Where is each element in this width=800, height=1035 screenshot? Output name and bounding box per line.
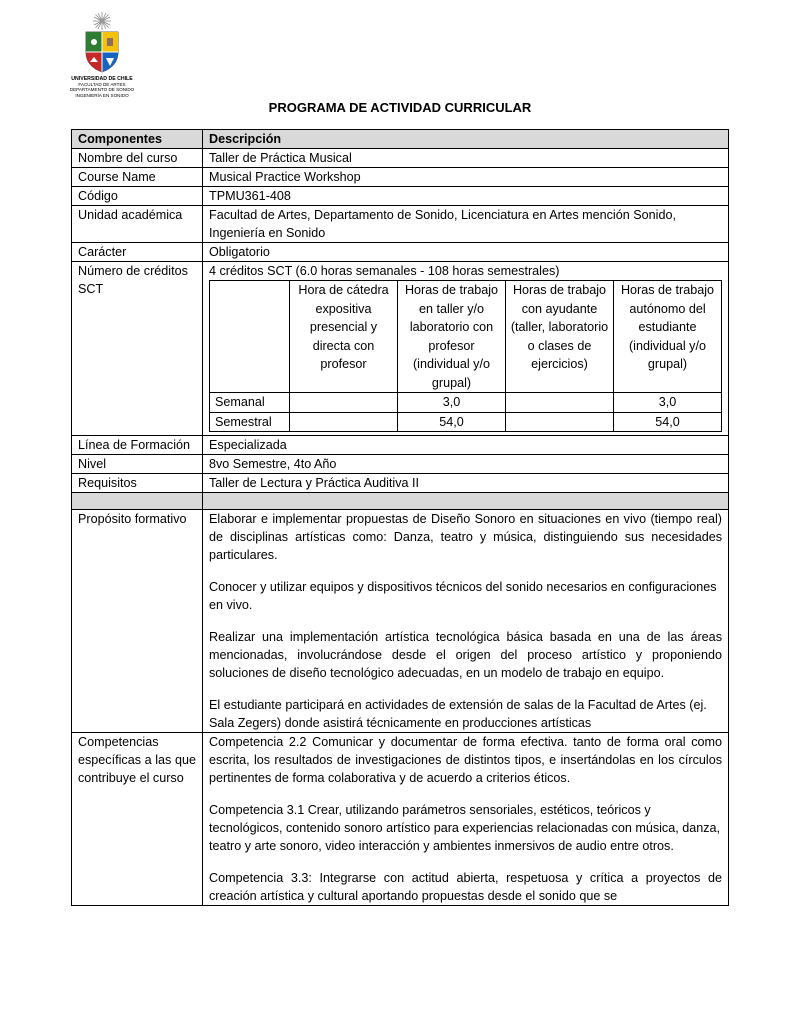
- curriculum-table: [71, 129, 729, 906]
- row-label: Competencias específicas a las que contribuye el curso: [72, 733, 203, 906]
- table-row: [72, 474, 729, 493]
- document-title: PROGRAMA DE ACTIVIDAD CURRICULAR: [268, 100, 532, 115]
- purpose-cell: [203, 510, 729, 733]
- table-row: [72, 733, 729, 906]
- table-row: [72, 206, 729, 243]
- row-label: Course Name: [72, 168, 203, 187]
- row-label: Carácter: [72, 243, 203, 262]
- hours-cell: [506, 393, 614, 413]
- table-row: [72, 510, 729, 733]
- table-row: [72, 262, 729, 436]
- character-value: Obligatorio: [203, 243, 729, 262]
- separator-row: [72, 493, 729, 510]
- requirements-value: Taller de Lectura y Práctica Auditiva II: [203, 474, 729, 493]
- course-name-value: Taller de Práctica Musical: [203, 149, 729, 168]
- level-value: 8vo Semestre, 4to Año: [203, 455, 729, 474]
- table-row: [72, 168, 729, 187]
- table-header-row: [72, 130, 729, 149]
- training-line-value: Especializada: [203, 436, 729, 455]
- credits-value: 4 créditos SCT (6.0 horas semanales - 108 horas semestrales): [209, 264, 560, 278]
- row-label: Nombre del curso: [72, 149, 203, 168]
- row-label: Número de créditos SCT: [72, 262, 203, 436]
- hours-cell: 3,0: [614, 393, 722, 413]
- header-description: Descripción: [203, 130, 729, 149]
- separator-cell: [72, 493, 203, 510]
- competency-paragraph: Competencia 2.2 Comunicar y documentar de forma efectiva. tanto de forma oral como escrita, los resultados de investigaciones de distintos tipos, e insertándolas en los círculos pertinentes de forma colaborativa y de acuerdo a criterios éticos.: [209, 735, 722, 785]
- logo-university-name: UNIVERSIDAD DE CHILE: [71, 76, 133, 82]
- table-row: [72, 436, 729, 455]
- row-label: Código: [72, 187, 203, 206]
- hours-row-label: Semanal: [210, 393, 290, 413]
- table-row: [72, 187, 729, 206]
- table-row: [72, 149, 729, 168]
- separator-cell: [203, 493, 729, 510]
- logo-department: DEPARTAMENTO DE SONIDO: [69, 87, 135, 93]
- competency-paragraph: Competencia 3.3: Integrarse con actitud abierta, respetuosa y crítica a proyectos de creación artística y cultural aportando propuestas desde el sonido que se: [209, 871, 722, 903]
- header-components: Componentes: [72, 130, 203, 149]
- purpose-paragraph: El estudiante participará en actividades de extensión de salas de la Facultad de Artes (ej. Sala Zegers) donde asistirá técnicamente en producciones artísticas: [209, 698, 707, 730]
- table-row: [72, 455, 729, 474]
- table-row: [72, 243, 729, 262]
- hours-table: [209, 280, 722, 432]
- purpose-paragraph: Realizar una implementación artística tecnológica básica basada en una de las áreas mencionadas, involucrándose desde el origen del proceso artístico y proponiendo soluciones de diseño tecnológico adecuadas, en un modelo de trabajo en equipo.: [209, 630, 722, 680]
- hours-header: Horas de trabajo con ayudante (taller, laboratorio o clases de ejercicios): [506, 281, 614, 393]
- logo-faculty: FACULTAD DE ARTES: [78, 82, 126, 87]
- row-label: Línea de Formación: [72, 436, 203, 455]
- credits-cell: [203, 262, 729, 436]
- university-coat-of-arms-icon: [76, 10, 128, 74]
- hours-header: Horas de trabajo en taller y/o laboratorio con profesor (individual y/o grupal): [398, 281, 506, 393]
- hours-cell: [290, 393, 398, 413]
- hours-row: [210, 412, 722, 432]
- hours-row: [210, 393, 722, 413]
- hours-header: Hora de cátedra expositiva presencial y directa con profesor: [290, 281, 398, 393]
- course-name-english-value: Musical Practice Workshop: [203, 168, 729, 187]
- logo-program: INGENIERÍA EN SONIDO: [75, 92, 129, 98]
- competency-paragraph: Competencia 3.1 Crear, utilizando parámetros sensoriales, estéticos, teóricos y tecnológicos, contenido sonoro artístico para experiencias relacionadas con música, danza, teatro y arte sonoro, video interacción y ambientes inmersivos de audio entre otros.: [209, 803, 721, 853]
- course-code-value: TPMU361-408: [203, 187, 729, 206]
- hours-header: Horas de trabajo autónomo del estudiante (individual y/o grupal): [614, 281, 722, 393]
- hours-header-row: [210, 281, 722, 393]
- hours-cell: [506, 412, 614, 432]
- hours-corner-cell: [210, 281, 290, 393]
- hours-cell: [290, 412, 398, 432]
- row-label: Requisitos: [72, 474, 203, 493]
- hours-cell: 3,0: [398, 393, 506, 413]
- competencies-cell: [203, 733, 729, 906]
- purpose-paragraph: Elaborar e implementar propuestas de Diseño Sonoro en situaciones en vivo (tiempo real) de disciplinas artísticas como: Danza, teatro y música, distinguiendo sus necesidades particulares.: [209, 512, 722, 562]
- hours-cell: 54,0: [398, 412, 506, 432]
- purpose-paragraph: Conocer y utilizar equipos y dispositivos técnicos del sonido necesarios en configuraciones en vivo.: [209, 580, 717, 612]
- hours-cell: 54,0: [614, 412, 722, 432]
- row-label: Unidad académica: [72, 206, 203, 243]
- academic-unit-value: Facultad de Artes, Departamento de Sonido, Licenciatura en Artes mención Sonido, Ingeniería en Sonido: [203, 206, 729, 243]
- row-label: Propósito formativo: [72, 510, 203, 733]
- hours-row-label: Semestral: [210, 412, 290, 432]
- row-label: Nivel: [72, 455, 203, 474]
- university-logo: [64, 10, 140, 98]
